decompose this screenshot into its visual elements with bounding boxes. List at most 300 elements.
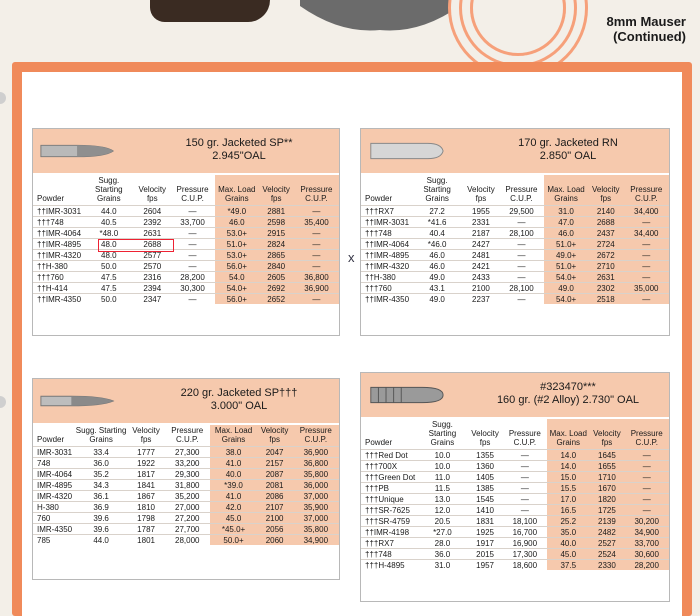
col-velocity: Velocity fps [138, 185, 167, 203]
table-cell: 2724 [588, 239, 624, 250]
table-cell: 1831 [468, 516, 503, 527]
table-cell: ††IMR-4895 [33, 239, 83, 250]
table-cell: 36,900 [294, 283, 339, 294]
table-cell: 2915 [258, 228, 293, 239]
bullet-title [471, 137, 665, 163]
bullet-weight-type: 170 gr. Jacketed RN [518, 137, 618, 149]
table-row [361, 228, 669, 239]
col-sugg-starting: Sugg. Starting Grains [423, 176, 451, 203]
table-cell: 34,400 [624, 228, 669, 239]
table-cell: — [624, 294, 669, 305]
table-row [33, 239, 339, 250]
table-cell: 2086 [257, 491, 293, 502]
bullet-icon [367, 383, 445, 407]
table-cell: 2605 [258, 272, 293, 283]
table-cell: ††H-380 [361, 272, 411, 283]
table-row [33, 283, 339, 294]
table-cell: 2087 [257, 469, 293, 480]
table-cell: ††IMR-3031 [33, 206, 83, 217]
table-row [361, 472, 669, 483]
table-cell: 47.5 [83, 272, 135, 283]
col-powder: Powder [365, 438, 393, 447]
table-cell: 51.0+ [544, 261, 588, 272]
table-cell: 35,800 [293, 469, 339, 480]
table-cell: *48.0 [83, 228, 135, 239]
table-cell: 36,800 [293, 458, 339, 469]
table-cell: — [624, 472, 669, 483]
load-data-table [33, 175, 339, 304]
table-row [361, 261, 669, 272]
table-cell: 46.0 [411, 261, 463, 272]
col-velocity: Velocity fps [132, 426, 160, 444]
table-cell: 46.0 [215, 217, 258, 228]
table-cell: 44.0 [74, 535, 128, 546]
col-powder: Powder [37, 194, 65, 203]
table-cell: — [503, 472, 548, 483]
table-cell: 2187 [463, 228, 499, 239]
table-cell: 28.0 [417, 538, 467, 549]
table-cell: 2047 [257, 447, 293, 458]
bullet-icon [39, 139, 117, 163]
table-cell: †††760 [33, 272, 83, 283]
table-cell: 35,800 [293, 524, 339, 535]
table-row [33, 458, 339, 469]
table-cell: 1922 [128, 458, 164, 469]
table-cell: 2056 [257, 524, 293, 535]
table-cell: ††IMR-3031 [361, 217, 411, 228]
table-cell: 16.5 [547, 505, 589, 516]
col-powder: Powder [37, 435, 65, 444]
table-row [361, 283, 669, 294]
table-cell: — [499, 239, 544, 250]
table-cell: †††748 [361, 228, 411, 239]
table-cell: 40.5 [83, 217, 135, 228]
table-cell: 1925 [468, 527, 503, 538]
table-cell: 1405 [468, 472, 503, 483]
table-cell: 1655 [589, 461, 624, 472]
card-header [361, 373, 669, 417]
table-cell: ††H-414 [33, 283, 83, 294]
table-cell: 13.0 [417, 494, 467, 505]
table-cell: 16,700 [503, 527, 548, 538]
table-cell: 46.0 [411, 250, 463, 261]
table-cell: 53.0+ [215, 228, 258, 239]
table-cell: 36,800 [294, 272, 339, 283]
table-cell: — [170, 294, 215, 305]
load-data-table [361, 419, 669, 570]
table-cell: — [624, 272, 669, 283]
col-velocity: Velocity fps [471, 429, 499, 447]
table-row [33, 480, 339, 491]
table-cell: 2598 [258, 217, 293, 228]
table-cell: 2100 [463, 283, 499, 294]
table-cell: 2672 [588, 250, 624, 261]
table-cell: 2840 [258, 261, 293, 272]
table-cell: 2518 [588, 294, 624, 305]
table-cell: 10.0 [417, 461, 467, 472]
table-cell: 49.0 [411, 272, 463, 283]
col-pressure: Pressure C.U.P. [171, 426, 204, 444]
overall-length: 2.945"OAL [212, 150, 266, 162]
table-cell: 1670 [589, 483, 624, 494]
table-cell: 47.0 [544, 217, 588, 228]
table-cell: 1801 [128, 535, 164, 546]
table-cell: †††PB [361, 483, 417, 494]
table-cell: IMR-4895 [33, 480, 74, 491]
table-cell: 2631 [588, 272, 624, 283]
table-row [361, 560, 669, 571]
table-cell: †††Green Dot [361, 472, 417, 483]
table-cell: 39.6 [74, 524, 128, 535]
table-cell: — [624, 494, 669, 505]
col-max-pressure: Pressure C.U.P. [624, 175, 669, 206]
table-cell: ††IMR-4320 [361, 261, 411, 272]
table-cell: 36.0 [417, 549, 467, 560]
table-cell: 36.0 [74, 458, 128, 469]
table-cell: 17.0 [547, 494, 589, 505]
table-cell: 11.5 [417, 483, 467, 494]
table-cell: 2394 [135, 283, 170, 294]
table-row [361, 450, 669, 461]
table-cell: 2577 [135, 250, 170, 261]
table-cell: 2347 [135, 294, 170, 305]
col-velocity: Velocity fps [467, 185, 495, 203]
table-row [33, 294, 339, 305]
table-cell: 1355 [468, 450, 503, 461]
table-cell: 49.0+ [544, 250, 588, 261]
table-cell: 33,700 [170, 217, 215, 228]
table-cell: 28,200 [624, 560, 669, 571]
table-cell: 27,700 [164, 524, 210, 535]
table-cell: 1777 [128, 447, 164, 458]
table-cell: 12.0 [417, 505, 467, 516]
highlight-box [98, 239, 174, 252]
table-cell: 2331 [463, 217, 499, 228]
table-cell: 2604 [135, 206, 170, 217]
table-cell: 14.0 [547, 461, 589, 472]
table-cell: 18,600 [503, 560, 548, 571]
col-max-velocity: Velocity fps [589, 419, 624, 450]
table-cell: 34.3 [74, 480, 128, 491]
table-cell: 36,900 [293, 447, 339, 458]
target-silhouette-art [300, 0, 460, 36]
table-cell: — [624, 239, 669, 250]
table-cell: 18,100 [503, 516, 548, 527]
table-cell: 1710 [589, 472, 624, 483]
table-cell: †††760 [361, 283, 411, 294]
table-cell: 2865 [258, 250, 293, 261]
table-cell: 2527 [589, 538, 624, 549]
table-cell: 16,900 [503, 538, 548, 549]
table-cell: 1725 [589, 505, 624, 516]
table-cell: ††H-380 [33, 261, 83, 272]
table-cell: †††748 [361, 549, 417, 560]
table-cell: ††IMR-4350 [361, 294, 411, 305]
table-cell: †††SR-4759 [361, 516, 417, 527]
table-cell: 50.0+ [210, 535, 256, 546]
table-cell: 37.5 [547, 560, 589, 571]
table-cell: — [624, 505, 669, 516]
table-cell: 54.0+ [544, 294, 588, 305]
table-cell: 27,300 [164, 447, 210, 458]
table-cell: 47.5 [83, 283, 135, 294]
table-row [361, 505, 669, 516]
table-cell: 15.5 [547, 483, 589, 494]
binder-hole [0, 92, 6, 104]
table-row [33, 261, 339, 272]
table-cell: ††IMR-4895 [361, 250, 411, 261]
table-cell: 50.0 [83, 261, 135, 272]
table-cell: 28,100 [499, 228, 544, 239]
table-cell: 41.0 [210, 458, 256, 469]
table-cell: 2081 [257, 480, 293, 491]
table-cell: ††IMR-4350 [33, 294, 83, 305]
table-cell: 46.0 [544, 228, 588, 239]
table-cell: 54.0+ [544, 272, 588, 283]
table-cell: IMR-4350 [33, 524, 74, 535]
table-cell: 49.0 [544, 283, 588, 294]
table-row [33, 250, 339, 261]
table-cell: — [503, 483, 548, 494]
table-cell: 27,200 [164, 513, 210, 524]
table-row [361, 494, 669, 505]
table-cell: *49.0 [215, 206, 258, 217]
bullet-title [143, 387, 335, 413]
table-cell: 1410 [468, 505, 503, 516]
table-row [361, 239, 669, 250]
page-header [607, 14, 686, 44]
table-cell: 54.0+ [215, 283, 258, 294]
table-cell: 2433 [463, 272, 499, 283]
table-cell: 51.0+ [544, 239, 588, 250]
deer-illustration [150, 0, 270, 22]
table-cell: 35,400 [294, 217, 339, 228]
table-cell: 1810 [128, 502, 164, 513]
table-cell: 39.6 [74, 513, 128, 524]
table-row [33, 524, 339, 535]
table-row [361, 549, 669, 560]
table-cell: 25.2 [547, 516, 589, 527]
table-cell: — [294, 250, 339, 261]
table-cell: 1817 [128, 469, 164, 480]
load-table-150gr [32, 128, 340, 336]
table-cell: 1787 [128, 524, 164, 535]
table-cell: — [294, 228, 339, 239]
table-cell: — [503, 494, 548, 505]
table-cell: †††Red Dot [361, 450, 417, 461]
table-cell: 37,000 [293, 491, 339, 502]
table-cell: 31,800 [164, 480, 210, 491]
table-cell: 49.0 [411, 294, 463, 305]
binder-hole [0, 396, 6, 408]
table-row [33, 228, 339, 239]
table-row [361, 272, 669, 283]
table-cell: 2427 [463, 239, 499, 250]
table-cell: 40.4 [411, 228, 463, 239]
table-cell: 29,300 [164, 469, 210, 480]
load-table-220gr [32, 378, 340, 580]
table-cell: — [170, 228, 215, 239]
table-cell: †††RX7 [361, 538, 417, 549]
table-cell: 28,100 [499, 283, 544, 294]
table-cell: ††IMR-4064 [33, 228, 83, 239]
col-max-load: Max. Load Grains [544, 175, 588, 206]
table-cell: 17,300 [503, 549, 548, 560]
table-cell: 2570 [135, 261, 170, 272]
table-cell: 44.0 [83, 206, 135, 217]
table-cell: *41.6 [411, 217, 463, 228]
table-cell: 1917 [468, 538, 503, 549]
load-data-table [33, 425, 339, 545]
col-sugg-starting: Sugg. Starting Grains [95, 176, 123, 203]
table-cell: 15.0 [547, 472, 589, 483]
table-cell: 2481 [463, 250, 499, 261]
table-cell: 36,000 [293, 480, 339, 491]
table-cell: — [503, 505, 548, 516]
table-cell: 1798 [128, 513, 164, 524]
card-header [33, 129, 339, 173]
table-row [361, 516, 669, 527]
table-cell: 30,600 [624, 549, 669, 560]
load-table-170gr [360, 128, 670, 336]
table-cell: 1957 [468, 560, 503, 571]
table-cell: 54.0 [215, 272, 258, 283]
load-data-table [361, 175, 669, 304]
table-cell: — [624, 261, 669, 272]
table-cell: 42.0 [210, 502, 256, 513]
table-cell: — [499, 261, 544, 272]
table-cell: 50.0 [83, 294, 135, 305]
continued-label: (Continued) [613, 29, 686, 44]
overall-length: 3.000" OAL [210, 400, 268, 412]
col-max-velocity: Velocity fps [257, 425, 293, 447]
table-cell: 2524 [589, 549, 624, 560]
table-cell: — [294, 261, 339, 272]
table-cell: 31.0 [544, 206, 588, 217]
table-cell: 35.2 [74, 469, 128, 480]
table-cell: 34,900 [624, 527, 669, 538]
table-cell: 36.1 [74, 491, 128, 502]
table-row [33, 469, 339, 480]
table-cell: 760 [33, 513, 74, 524]
table-cell: — [624, 217, 669, 228]
table-cell: — [294, 239, 339, 250]
table-cell: 2330 [589, 560, 624, 571]
table-cell: †††700X [361, 461, 417, 472]
table-cell: 27,000 [164, 502, 210, 513]
table-cell: — [624, 461, 669, 472]
table-cell: 1385 [468, 483, 503, 494]
table-cell: 53.0+ [215, 250, 258, 261]
table-cell: 10.0 [417, 450, 467, 461]
table-cell: 2421 [463, 261, 499, 272]
table-row [33, 206, 339, 217]
table-row [361, 250, 669, 261]
table-cell: 748 [33, 458, 74, 469]
table-cell: 38.0 [210, 447, 256, 458]
col-max-load: Max. Load Grains [215, 175, 258, 206]
table-cell: — [294, 206, 339, 217]
table-cell: 34,900 [293, 535, 339, 546]
table-cell: 14.0 [547, 450, 589, 461]
table-cell: 2139 [589, 516, 624, 527]
table-cell: 2316 [135, 272, 170, 283]
table-cell: 36.9 [74, 502, 128, 513]
table-cell: 785 [33, 535, 74, 546]
table-cell: — [499, 250, 544, 261]
table-cell: 48.0 [83, 239, 135, 250]
table-cell: 40.0 [210, 469, 256, 480]
table-cell: 2107 [257, 502, 293, 513]
table-cell: — [499, 217, 544, 228]
table-row [361, 206, 669, 217]
table-cell: — [170, 239, 215, 250]
col-max-pressure: Pressure C.U.P. [294, 175, 339, 206]
table-cell: 2237 [463, 294, 499, 305]
table-row [33, 447, 339, 458]
table-cell: — [170, 206, 215, 217]
table-row [33, 491, 339, 502]
table-cell: 2631 [135, 228, 170, 239]
handwritten-x-mark: x [348, 250, 355, 265]
table-cell: 35,000 [624, 283, 669, 294]
table-cell: — [503, 461, 548, 472]
table-row [361, 538, 669, 549]
table-cell: 1955 [463, 206, 499, 217]
table-cell: ††IMR-4198 [361, 527, 417, 538]
table-row [361, 527, 669, 538]
table-cell: — [170, 250, 215, 261]
bullet-title [143, 137, 335, 163]
table-cell: 33,700 [624, 538, 669, 549]
target-rings-art [470, 0, 566, 56]
table-cell: *27.0 [417, 527, 467, 538]
table-cell: 2688 [135, 239, 170, 250]
table-cell: †††H-4895 [361, 560, 417, 571]
table-cell: 20.5 [417, 516, 467, 527]
table-row [33, 272, 339, 283]
table-cell: †††Unique [361, 494, 417, 505]
table-cell: *46.0 [411, 239, 463, 250]
table-cell: 56.0+ [215, 261, 258, 272]
table-row [361, 483, 669, 494]
table-cell: IMR-3031 [33, 447, 74, 458]
table-cell: 2482 [589, 527, 624, 538]
table-row [33, 217, 339, 228]
table-cell: 1867 [128, 491, 164, 502]
table-cell: IMR-4320 [33, 491, 74, 502]
table-cell: 2060 [257, 535, 293, 546]
table-cell: 45.0 [210, 513, 256, 524]
col-max-load: Max. Load Grains [547, 419, 589, 450]
col-max-pressure: Pressure C.U.P. [293, 425, 339, 447]
table-cell: 2157 [257, 458, 293, 469]
col-pressure: Pressure C.U.P. [508, 429, 541, 447]
table-cell: IMR-4064 [33, 469, 74, 480]
table-cell: — [170, 261, 215, 272]
bullet-weight-type: 220 gr. Jacketed SP††† [180, 387, 298, 399]
table-row [361, 294, 669, 305]
table-cell: 51.0+ [215, 239, 258, 250]
table-cell: 27.2 [411, 206, 463, 217]
table-cell: 48.0 [83, 250, 135, 261]
table-cell: — [294, 294, 339, 305]
table-cell: 35,900 [293, 502, 339, 513]
col-powder: Powder [365, 194, 393, 203]
table-cell: ††IMR-4064 [361, 239, 411, 250]
card-header [361, 129, 669, 173]
bullet-icon [367, 139, 445, 163]
